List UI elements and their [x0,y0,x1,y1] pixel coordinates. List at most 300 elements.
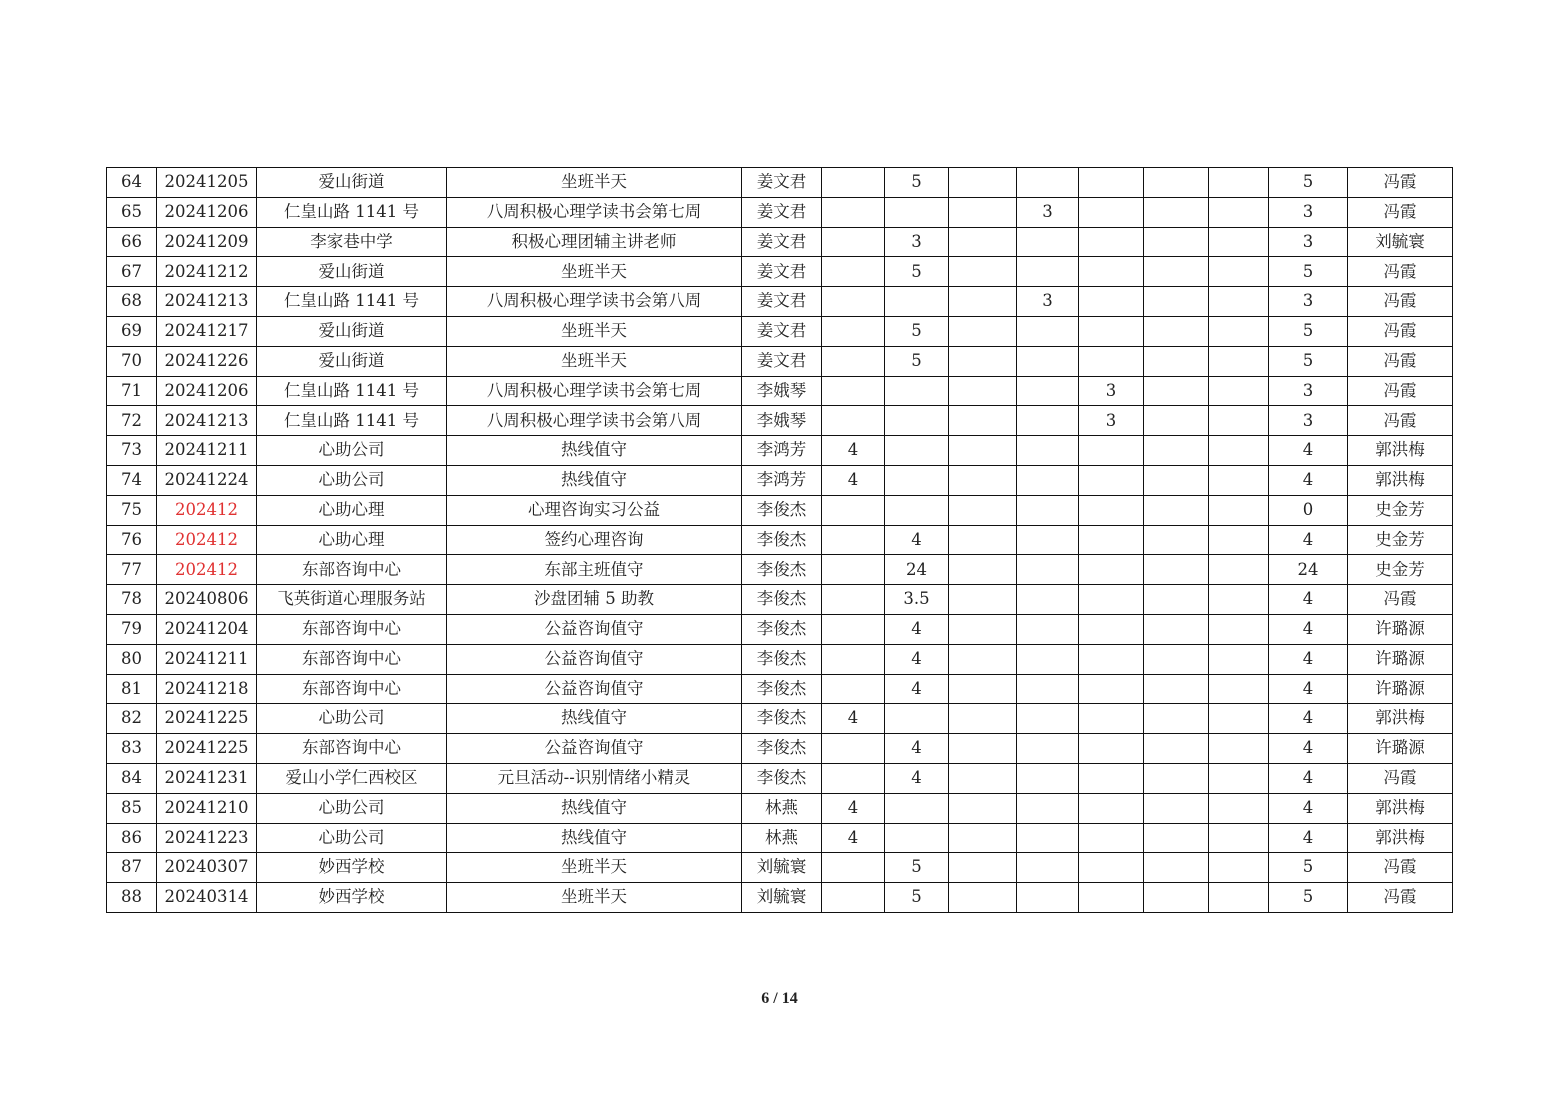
hours-col-7-cell [1209,168,1269,198]
table-row [107,227,1453,257]
hours-col-5-cell [1079,316,1144,346]
location-cell: 仁皇山路 1141 号 [257,197,447,227]
hours-col-6-cell [1144,316,1209,346]
total-hours-cell: 24 [1269,555,1348,585]
row-number-cell: 74 [107,465,157,495]
hours-col-2-cell: 5 [885,883,949,913]
hours-col-6-cell [1144,674,1209,704]
hours-col-3-cell [949,883,1017,913]
verifier-name-cell: 许璐源 [1348,734,1453,764]
hours-col-1-cell: 4 [822,436,885,466]
hours-col-1-cell [822,257,885,287]
date-cell: 20241212 [157,257,257,287]
total-hours-cell: 4 [1269,734,1348,764]
volunteer-name-cell: 李俊杰 [742,734,822,764]
location-cell: 心助公司 [257,704,447,734]
hours-col-7-cell [1209,465,1269,495]
volunteer-name-cell: 刘毓寰 [742,853,822,883]
verifier-name-cell: 冯霞 [1348,287,1453,317]
verifier-name-cell: 史金芳 [1348,495,1453,525]
page-number: 6 / 14 [761,990,798,1007]
hours-col-4-cell [1017,793,1079,823]
hours-col-7-cell [1209,436,1269,466]
activity-cell: 元旦活动--识别情绪小精灵 [447,763,742,793]
hours-col-1-cell [822,376,885,406]
volunteer-name-cell: 李娥琴 [742,376,822,406]
total-hours-cell: 4 [1269,614,1348,644]
hours-col-5-cell [1079,734,1144,764]
hours-col-7-cell [1209,227,1269,257]
hours-col-5-cell [1079,674,1144,704]
volunteer-name-cell: 李俊杰 [742,525,822,555]
hours-col-3-cell [949,674,1017,704]
hours-col-5-cell [1079,495,1144,525]
activity-cell: 八周积极心理学读书会第八周 [447,287,742,317]
table-row [107,585,1453,615]
table-row [107,674,1453,704]
table-row [107,436,1453,466]
hours-col-2-cell: 4 [885,674,949,704]
total-hours-cell: 4 [1269,674,1348,704]
table-row [107,644,1453,674]
date-cell: 20241210 [157,793,257,823]
table-row [107,346,1453,376]
activity-cell: 八周积极心理学读书会第七周 [447,376,742,406]
total-hours-cell: 4 [1269,436,1348,466]
volunteer-name-cell: 姜文君 [742,168,822,198]
hours-col-4-cell [1017,704,1079,734]
date-cell: 20241205 [157,168,257,198]
total-hours-cell: 3 [1269,197,1348,227]
activity-cell: 热线值守 [447,436,742,466]
hours-col-2-cell: 4 [885,734,949,764]
verifier-name-cell: 许璐源 [1348,674,1453,704]
hours-col-2-cell [885,406,949,436]
date-cell: 20241231 [157,763,257,793]
hours-col-1-cell [822,644,885,674]
total-hours-cell: 4 [1269,644,1348,674]
hours-col-3-cell [949,465,1017,495]
row-number-cell: 72 [107,406,157,436]
table-row [107,823,1453,853]
verifier-name-cell: 郭洪梅 [1348,436,1453,466]
hours-col-7-cell [1209,376,1269,406]
location-cell: 心助公司 [257,436,447,466]
hours-col-5-cell [1079,793,1144,823]
hours-col-3-cell [949,585,1017,615]
date-cell: 20241223 [157,823,257,853]
hours-col-1-cell [822,316,885,346]
hours-col-7-cell [1209,316,1269,346]
hours-col-6-cell [1144,763,1209,793]
volunteer-name-cell: 李俊杰 [742,495,822,525]
hours-col-5-cell [1079,644,1144,674]
hours-col-2-cell [885,436,949,466]
activity-cell: 积极心理团辅主讲老师 [447,227,742,257]
hours-col-1-cell [822,734,885,764]
total-hours-cell: 3 [1269,287,1348,317]
row-number-cell: 80 [107,644,157,674]
verifier-name-cell: 冯霞 [1348,168,1453,198]
volunteer-name-cell: 姜文君 [742,346,822,376]
verifier-name-cell: 冯霞 [1348,346,1453,376]
hours-col-3-cell [949,287,1017,317]
hours-col-1-cell [822,585,885,615]
location-cell: 妙西学校 [257,883,447,913]
hours-col-5-cell [1079,346,1144,376]
hours-col-4-cell [1017,436,1079,466]
hours-col-7-cell [1209,257,1269,287]
total-hours-cell: 4 [1269,823,1348,853]
hours-col-3-cell [949,346,1017,376]
table-row [107,257,1453,287]
activity-cell: 公益咨询值守 [447,674,742,704]
records-table [106,167,1453,913]
row-number-cell: 78 [107,585,157,615]
table-row [107,704,1453,734]
total-hours-cell: 3 [1269,406,1348,436]
hours-col-2-cell [885,704,949,734]
total-hours-cell: 4 [1269,793,1348,823]
hours-col-4-cell [1017,674,1079,704]
hours-col-5-cell [1079,704,1144,734]
volunteer-name-cell: 李俊杰 [742,555,822,585]
hours-col-7-cell [1209,614,1269,644]
hours-col-7-cell [1209,287,1269,317]
hours-col-3-cell [949,257,1017,287]
hours-col-4-cell: 3 [1017,197,1079,227]
date-cell: 20241211 [157,644,257,674]
activity-cell: 热线值守 [447,793,742,823]
hours-col-3-cell [949,495,1017,525]
location-cell: 心助公司 [257,465,447,495]
hours-col-3-cell [949,436,1017,466]
location-cell: 东部咨询中心 [257,614,447,644]
row-number-cell: 77 [107,555,157,585]
row-number-cell: 84 [107,763,157,793]
hours-col-6-cell [1144,585,1209,615]
activity-cell: 坐班半天 [447,883,742,913]
hours-col-4-cell [1017,406,1079,436]
table-row [107,287,1453,317]
hours-col-5-cell [1079,197,1144,227]
hours-col-1-cell [822,555,885,585]
row-number-cell: 79 [107,614,157,644]
hours-col-3-cell [949,406,1017,436]
location-cell: 爱山街道 [257,168,447,198]
verifier-name-cell: 冯霞 [1348,853,1453,883]
row-number-cell: 87 [107,853,157,883]
volunteer-name-cell: 李俊杰 [742,674,822,704]
hours-col-1-cell [822,525,885,555]
volunteer-name-cell: 李俊杰 [742,614,822,644]
verifier-name-cell: 冯霞 [1348,257,1453,287]
hours-col-6-cell [1144,555,1209,585]
row-number-cell: 65 [107,197,157,227]
table-row [107,853,1453,883]
hours-col-4-cell [1017,525,1079,555]
date-cell: 20241206 [157,376,257,406]
hours-col-4-cell [1017,316,1079,346]
date-cell: 20241225 [157,704,257,734]
hours-col-6-cell [1144,525,1209,555]
volunteer-name-cell: 李俊杰 [742,585,822,615]
verifier-name-cell: 郭洪梅 [1348,704,1453,734]
row-number-cell: 76 [107,525,157,555]
location-cell: 仁皇山路 1141 号 [257,406,447,436]
hours-col-5-cell: 3 [1079,406,1144,436]
verifier-name-cell: 冯霞 [1348,197,1453,227]
location-cell: 心助心理 [257,495,447,525]
date-cell: 202412 [157,495,257,525]
row-number-cell: 88 [107,883,157,913]
table-row [107,555,1453,585]
hours-col-6-cell [1144,436,1209,466]
hours-col-7-cell [1209,763,1269,793]
hours-col-7-cell [1209,644,1269,674]
activity-cell: 东部主班值守 [447,555,742,585]
volunteer-name-cell: 李俊杰 [742,704,822,734]
row-number-cell: 75 [107,495,157,525]
hours-col-6-cell [1144,465,1209,495]
activity-cell: 坐班半天 [447,316,742,346]
date-cell: 20241213 [157,406,257,436]
verifier-name-cell: 郭洪梅 [1348,465,1453,495]
location-cell: 爱山街道 [257,316,447,346]
hours-col-4-cell [1017,227,1079,257]
location-cell: 爱山小学仁西校区 [257,763,447,793]
hours-col-3-cell [949,168,1017,198]
hours-col-3-cell [949,704,1017,734]
verifier-name-cell: 许璐源 [1348,644,1453,674]
hours-col-6-cell [1144,197,1209,227]
hours-col-2-cell [885,197,949,227]
hours-col-1-cell [822,346,885,376]
hours-col-5-cell [1079,585,1144,615]
hours-col-2-cell: 4 [885,763,949,793]
verifier-name-cell: 许璐源 [1348,614,1453,644]
total-hours-cell: 5 [1269,346,1348,376]
activity-cell: 坐班半天 [447,853,742,883]
hours-col-5-cell [1079,823,1144,853]
hours-col-4-cell [1017,614,1079,644]
hours-col-5-cell [1079,436,1144,466]
hours-col-5-cell [1079,168,1144,198]
hours-col-4-cell [1017,168,1079,198]
hours-col-3-cell [949,376,1017,406]
volunteer-name-cell: 姜文君 [742,287,822,317]
hours-col-3-cell [949,763,1017,793]
hours-col-6-cell [1144,704,1209,734]
location-cell: 妙西学校 [257,853,447,883]
total-hours-cell: 5 [1269,168,1348,198]
table-row [107,197,1453,227]
hours-col-3-cell [949,316,1017,346]
location-cell: 仁皇山路 1141 号 [257,287,447,317]
hours-col-7-cell [1209,704,1269,734]
hours-col-2-cell [885,376,949,406]
hours-col-2-cell: 3.5 [885,585,949,615]
hours-col-1-cell [822,883,885,913]
total-hours-cell: 5 [1269,316,1348,346]
hours-col-4-cell: 3 [1017,287,1079,317]
volunteer-name-cell: 李俊杰 [742,644,822,674]
hours-col-5-cell: 3 [1079,376,1144,406]
date-cell: 202412 [157,525,257,555]
hours-col-1-cell [822,674,885,704]
hours-col-4-cell [1017,555,1079,585]
table-row [107,376,1453,406]
hours-col-4-cell [1017,585,1079,615]
hours-col-5-cell [1079,227,1144,257]
date-cell: 20241218 [157,674,257,704]
hours-col-6-cell [1144,883,1209,913]
row-number-cell: 81 [107,674,157,704]
location-cell: 心助公司 [257,793,447,823]
hours-col-1-cell [822,614,885,644]
activity-cell: 心理咨询实习公益 [447,495,742,525]
hours-col-7-cell [1209,585,1269,615]
date-cell: 20241224 [157,465,257,495]
location-cell: 心助公司 [257,823,447,853]
location-cell: 爱山街道 [257,346,447,376]
hours-col-1-cell [822,168,885,198]
total-hours-cell: 4 [1269,763,1348,793]
hours-col-1-cell: 4 [822,465,885,495]
volunteer-name-cell: 姜文君 [742,197,822,227]
row-number-cell: 68 [107,287,157,317]
verifier-name-cell: 郭洪梅 [1348,823,1453,853]
hours-col-3-cell [949,734,1017,764]
hours-col-3-cell [949,555,1017,585]
hours-col-7-cell [1209,495,1269,525]
hours-col-6-cell [1144,614,1209,644]
date-cell: 20241206 [157,197,257,227]
total-hours-cell: 5 [1269,853,1348,883]
hours-col-6-cell [1144,168,1209,198]
date-cell: 20241211 [157,436,257,466]
activity-cell: 热线值守 [447,465,742,495]
location-cell: 东部咨询中心 [257,734,447,764]
hours-col-5-cell [1079,614,1144,644]
hours-col-4-cell [1017,257,1079,287]
volunteer-name-cell: 李鸿芳 [742,465,822,495]
hours-col-2-cell [885,793,949,823]
hours-col-3-cell [949,227,1017,257]
table-row [107,614,1453,644]
row-number-cell: 82 [107,704,157,734]
table-row [107,793,1453,823]
hours-col-2-cell: 3 [885,227,949,257]
hours-col-4-cell [1017,465,1079,495]
activity-cell: 热线值守 [447,704,742,734]
hours-col-6-cell [1144,346,1209,376]
hours-col-6-cell [1144,406,1209,436]
table-row [107,406,1453,436]
verifier-name-cell: 冯霞 [1348,316,1453,346]
records-table-body [107,168,1453,913]
hours-col-2-cell: 5 [885,316,949,346]
location-cell: 李家巷中学 [257,227,447,257]
location-cell: 心助心理 [257,525,447,555]
hours-col-1-cell: 4 [822,704,885,734]
verifier-name-cell: 冯霞 [1348,406,1453,436]
location-cell: 东部咨询中心 [257,674,447,704]
hours-col-1-cell [822,197,885,227]
date-cell: 20241209 [157,227,257,257]
hours-col-7-cell [1209,197,1269,227]
hours-col-3-cell [949,197,1017,227]
verifier-name-cell: 史金芳 [1348,555,1453,585]
hours-col-7-cell [1209,674,1269,704]
total-hours-cell: 4 [1269,704,1348,734]
activity-cell: 八周积极心理学读书会第七周 [447,197,742,227]
hours-col-4-cell [1017,763,1079,793]
activity-cell: 签约心理咨询 [447,525,742,555]
hours-col-6-cell [1144,853,1209,883]
hours-col-4-cell [1017,376,1079,406]
row-number-cell: 70 [107,346,157,376]
hours-col-5-cell [1079,853,1144,883]
total-hours-cell: 3 [1269,227,1348,257]
table-row [107,734,1453,764]
row-number-cell: 71 [107,376,157,406]
volunteer-name-cell: 姜文君 [742,257,822,287]
hours-col-4-cell [1017,346,1079,376]
volunteer-name-cell: 林燕 [742,793,822,823]
hours-col-1-cell [822,763,885,793]
hours-col-1-cell: 4 [822,823,885,853]
location-cell: 仁皇山路 1141 号 [257,376,447,406]
total-hours-cell: 4 [1269,525,1348,555]
hours-col-2-cell: 4 [885,644,949,674]
verifier-name-cell: 冯霞 [1348,585,1453,615]
date-cell: 20241213 [157,287,257,317]
hours-col-4-cell [1017,823,1079,853]
volunteer-name-cell: 李娥琴 [742,406,822,436]
table-row [107,495,1453,525]
location-cell: 爱山街道 [257,257,447,287]
activity-cell: 公益咨询值守 [447,644,742,674]
row-number-cell: 73 [107,436,157,466]
hours-col-5-cell [1079,465,1144,495]
hours-col-5-cell [1079,883,1144,913]
date-cell: 20240307 [157,853,257,883]
hours-col-7-cell [1209,883,1269,913]
row-number-cell: 66 [107,227,157,257]
date-cell: 20241204 [157,614,257,644]
verifier-name-cell: 刘毓寰 [1348,227,1453,257]
hours-col-4-cell [1017,644,1079,674]
table-row [107,763,1453,793]
row-number-cell: 67 [107,257,157,287]
hours-col-5-cell [1079,555,1144,585]
total-hours-cell: 5 [1269,257,1348,287]
hours-col-3-cell [949,525,1017,555]
hours-col-6-cell [1144,823,1209,853]
verifier-name-cell: 冯霞 [1348,376,1453,406]
volunteer-name-cell: 林燕 [742,823,822,853]
hours-col-1-cell [822,227,885,257]
hours-col-2-cell: 5 [885,853,949,883]
hours-col-3-cell [949,823,1017,853]
hours-col-1-cell [822,853,885,883]
date-cell: 202412 [157,555,257,585]
hours-col-3-cell [949,793,1017,823]
hours-col-5-cell [1079,763,1144,793]
table-row [107,316,1453,346]
hours-col-4-cell [1017,853,1079,883]
